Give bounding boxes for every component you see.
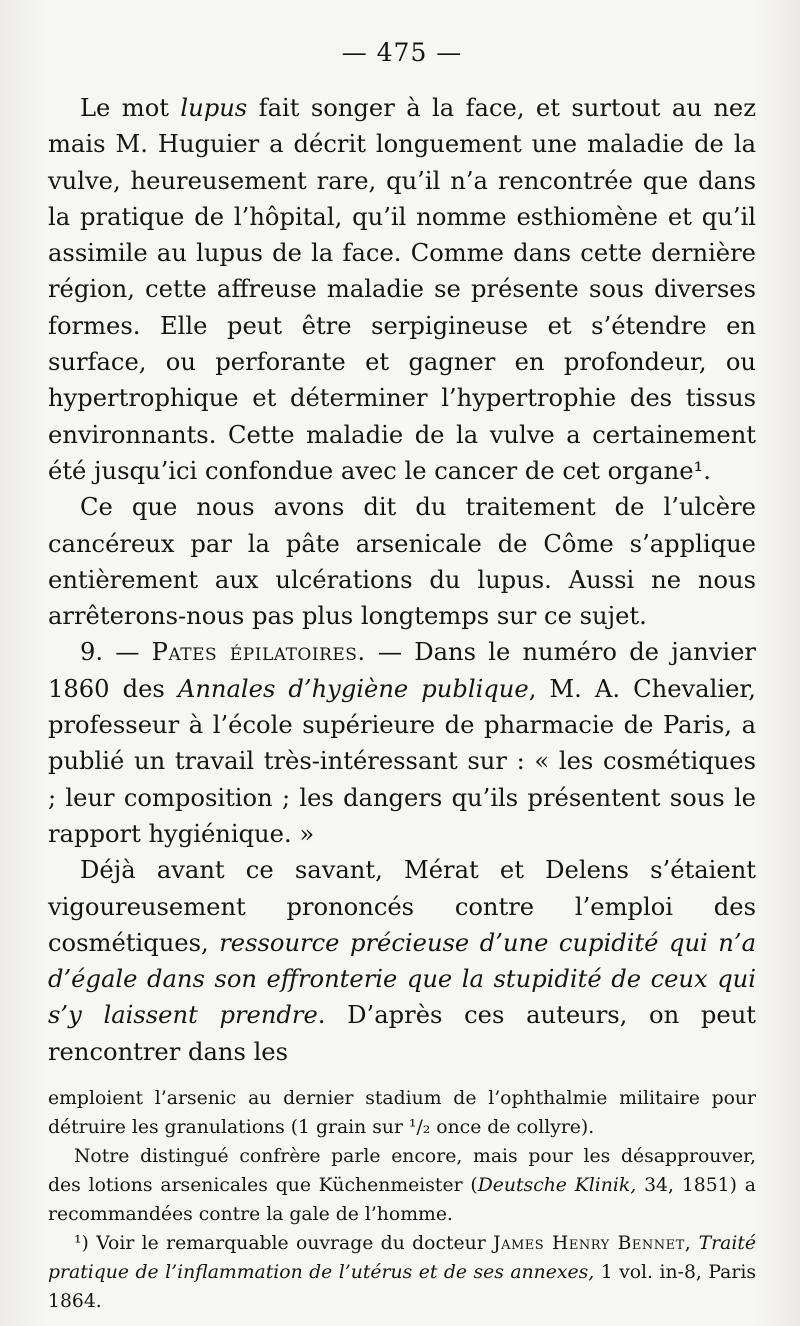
text-span: 1 vol. in-8, Paris 1864. [48, 1262, 756, 1313]
footnote-1 [48, 1229, 756, 1316]
book-title: Traité pratique de l’inflammation de l’utérus et de ses annexes, [48, 1233, 756, 1284]
text-span: 34, 1851) a recommandées contre la gale de l’homme. [48, 1175, 756, 1226]
author-name: James Henry Bennet, [493, 1233, 692, 1255]
footnotes [48, 1084, 756, 1316]
footnote-ref: ¹. [693, 456, 711, 485]
journal-title: Deutsche Klinik, [477, 1175, 637, 1197]
text-span: Déjà avant ce savant, Mérat et Delens s’étaient vigoureusement prononcés contre l’emploi des cosmétiques, [48, 856, 756, 957]
paragraph-epilatory-pastes [48, 634, 756, 852]
text-span: fait songer à la face, et surtout au nez mais M. Huguier a décrit longuement une maladie de la vulve, heureusement rare, qu’il n’a rencontrée que dans la pratique de l’hôpital, qu’il nomme esthiomène et qu’il assimile au lupus de la face. Comme dans cette dernière région, cette affreuse maladie se présente sous diverses formes. Elle peut être serpigineuse et s’étendre en surface, ou perforante et gagner en profondeur, ou hypertrophique et déterminer l’hypertrophie des tissus environnants. Cette maladie de la vulve a certainement été jusqu’ici confondue avec le cancer de cet organe [48, 94, 756, 485]
text-span: 9. — [80, 638, 152, 667]
text-span [691, 1233, 698, 1254]
page-number: — 475 — [341, 38, 463, 67]
text-span: . D’après ces auteurs, on peut rencontrer dans les [48, 1001, 756, 1066]
footnote-continuation: emploient l’arsenic au dernier stadium de l’ophthalmie militaire pour détruire les granulations (1 grain sur ¹/₂ once de collyre). [48, 1088, 756, 1139]
text-span: — Dans le numéro de janvier 1860 des [48, 638, 756, 703]
paragraph-treatment: Ce que nous avons dit du traitement de l’ulcère cancéreux par la pâte arsenicale de Côme s’applique entièrement aux ulcérations du lupus. Aussi ne nous arrêterons-nous pas plus longtemps sur ce sujet. [48, 493, 756, 631]
italic-quote: ressource précieuse d’une cupidité qui n’a d’égale dans son effronterie que la stupidité de ceux qui s’y laissent prendre [48, 928, 756, 1030]
text-span: , M. A. Chevalier, professeur à l’école supérieure de pharmacie de Paris, a publié un travail très-intéressant sur : « les cosmétiques ; leur composition ; les dangers qu’ils présentent sous le rapport hygiénique. » [48, 674, 756, 848]
text-span: Notre distingué confrère parle encore, mais pour les désapprouver, des lotions arsenicales que Küchenmeister ( [48, 1146, 756, 1197]
paragraph-cosmetics [48, 852, 756, 1070]
text-span: ¹) Voir le remarquable ouvrage du docteur [74, 1233, 494, 1255]
italic-term: lupus [180, 94, 248, 122]
section-heading: Pates épilatoires. [151, 638, 366, 667]
main-text [48, 90, 756, 1070]
text-span: Le mot [80, 94, 181, 122]
journal-title: Annales d’hygiène publique [177, 674, 529, 703]
paragraph-lupus [48, 90, 756, 489]
footnote-kuchenmeister [48, 1142, 756, 1229]
